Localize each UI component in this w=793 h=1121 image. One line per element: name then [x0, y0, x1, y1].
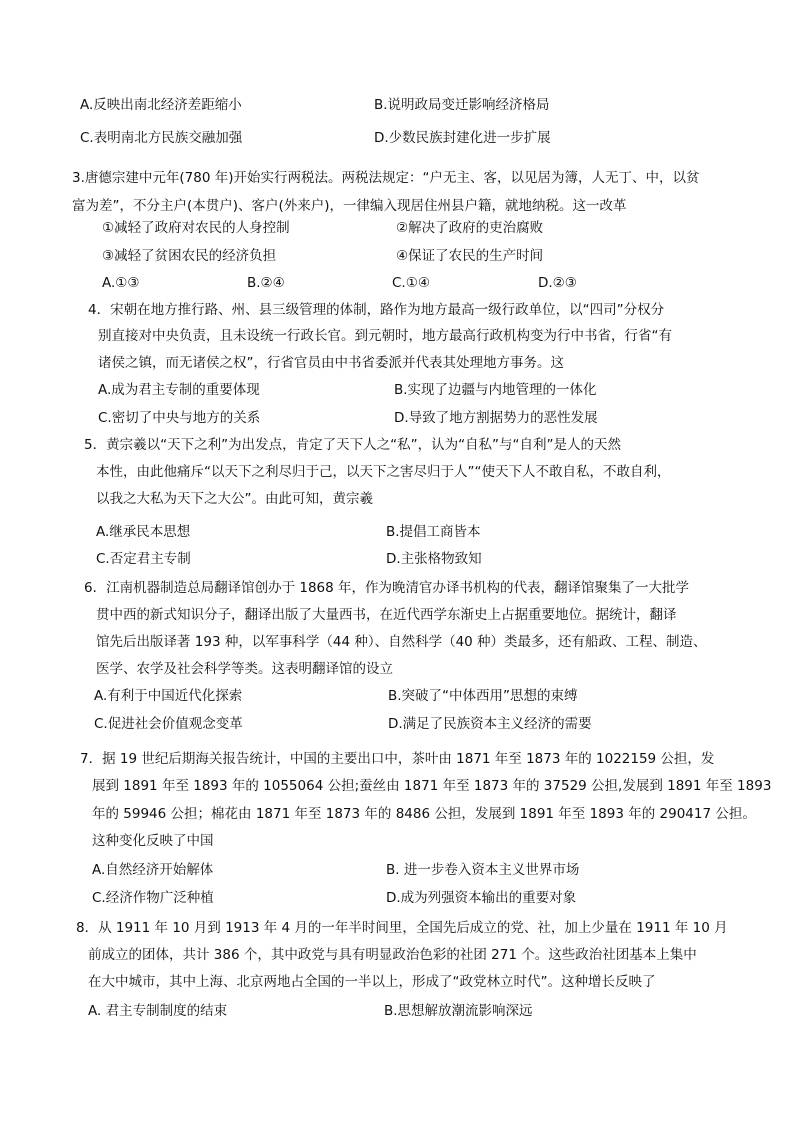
q5-stem-line: 以我之大私为天下之大公”。由此可知，黄宗羲: [96, 491, 373, 507]
q7-option-b: B. 进一步卷入资本主义世界市场: [386, 862, 580, 878]
q3-option-c: C.①④: [392, 275, 430, 291]
q7-stem-line: 7．据 19 世纪后期海关报告统计，中国的主要出口中，茶叶由 1871 年至 1873 年的 1022159 公担，发: [80, 751, 715, 767]
q4-stem-line: 别直接对中央负责，且未设统一行政长官。到元朝时，地方最高行政机构变为行中书省，行省“有: [98, 328, 672, 344]
q6-option-a: A.有利于中国近代化探索: [94, 688, 243, 704]
q6-stem-line: 6．江南机器制造总局翻译馆创办于 1868 年，作为晚清官办译书机构的代表，翻译馆聚集了一大批学: [84, 580, 690, 596]
q3-option-b: B.②④: [247, 275, 285, 291]
q5-option-b: B.提倡工商皆本: [386, 524, 481, 540]
q7-option-a: A.自然经济开始解体: [92, 862, 214, 878]
q6-stem-line: 医学、农学及社会科学等类。这表明翻译馆的设立: [96, 661, 393, 677]
q7-stem-line: 年的 59946 公担；棉花由 1871 年至 1873 年的 8486 公担，发展到 1891 年至 1893 年的 290417 公担。: [92, 806, 756, 822]
q4-option-d: D.导致了地方割据势力的恶性发展: [394, 410, 598, 426]
q7-option-d: D.成为列强资本输出的重要对象: [386, 890, 577, 906]
q4-option-b: B.实现了边疆与内地管理的一体化: [394, 382, 597, 398]
q3-stem-line: 3.唐德宗建中元年(780 年)开始实行两税法。两税法规定：“户无主、客，以见居为簿，人无丁、中，以贫: [72, 170, 700, 186]
q6-option-c: C.促进社会价值观念变革: [94, 716, 243, 732]
q8-stem-line: 在大中城市，其中上海、北京两地占全国的一半以上，形成了“政党林立时代”。这种增长反映了: [88, 974, 656, 990]
q2-option-d: D.少数民族封建化进一步扩展: [374, 130, 551, 146]
q5-option-c: C.否定君主专制: [96, 551, 191, 567]
q3-option-a: A.①③: [102, 275, 140, 291]
q6-stem-line: 馆先后出版译著 193 种，以军事科学（44 种）、自然科学（40 种）类最多，还有船政、工程、制造、: [96, 634, 707, 650]
q7-option-c: C.经济作物广泛种植: [92, 890, 214, 906]
q4-stem-line: 诸侯之镇，而无诸侯之权”，行省官员由中书省委派并代表其处理地方事务。这: [98, 355, 564, 371]
q8-option-b: B.思想解放潮流影响深远: [384, 1003, 533, 1019]
q7-stem-line: 这种变化反映了中国: [92, 833, 214, 849]
q6-stem-line: 贯中西的新式知识分子，翻译出版了大量西书，在近代西学东渐史上占据重要地位。据统计，翻译: [96, 607, 677, 623]
q2-option-a: A.反映出南北经济差距缩小: [80, 97, 242, 113]
q4-stem-line: 4．宋朝在地方推行路、州、县三级管理的体制，路作为地方最高一级行政单位，以“四司”分权分: [88, 302, 665, 318]
q5-option-d: D.主张格物致知: [386, 551, 482, 567]
q8-stem-line: 前成立的团体，共计 386 个，其中政党与具有明显政治色彩的社团 271 个。这些政治社团基本上集中: [88, 947, 697, 963]
q3-item-4: ④保证了农民的生产时间: [396, 248, 544, 264]
q6-option-b: B.突破了“中体西用”思想的束缚: [388, 688, 578, 704]
q5-option-a: A.继承民本思想: [96, 524, 191, 540]
q3-stem-line: 富为差”，不分主户(本贯户)、客户(外来户)，一律编入现居住州县户籍，就地纳税。这一改革: [72, 198, 627, 214]
q3-item-3: ③减轻了贫困农民的经济负担: [102, 248, 277, 264]
q7-stem-line: 展到 1891 年至 1893 年的 1055064 公担;蚕丝由 1871 年至 1873 年的 37529 公担,发展到 1891 年至 1893: [92, 778, 772, 794]
q4-option-c: C.密切了中央与地方的关系: [98, 410, 261, 426]
q8-stem-line: 8．从 1911 年 10 月到 1913 年 4 月的一年半时间里，全国先后成立的党、社，加上少量在 1911 年 10 月: [76, 920, 728, 936]
q3-item-1: ①减轻了政府对农民的人身控制: [102, 220, 290, 236]
q2-option-b: B.说明政局变迁影响经济格局: [374, 97, 550, 113]
q8-option-a: A. 君主专制制度的结束: [88, 1003, 228, 1019]
q6-option-d: D.满足了民族资本主义经济的需要: [388, 716, 592, 732]
q2-option-c: C.表明南北方民族交融加强: [80, 130, 243, 146]
q3-item-2: ②解决了政府的吏治腐败: [396, 220, 544, 236]
q4-option-a: A.成为君主专制的重要体现: [98, 382, 260, 398]
q5-stem-line: 5．黄宗羲以“天下之利”为出发点，肯定了天下人之“私”，认为“自私”与“自利”是人的天然: [84, 437, 622, 453]
q5-stem-line: 本性，由此他痛斥“以天下之利尽归于己，以天下之害尽归于人”“使天下人不敢自私，不敢自利，: [96, 464, 671, 480]
q3-option-d: D.②③: [538, 275, 577, 291]
